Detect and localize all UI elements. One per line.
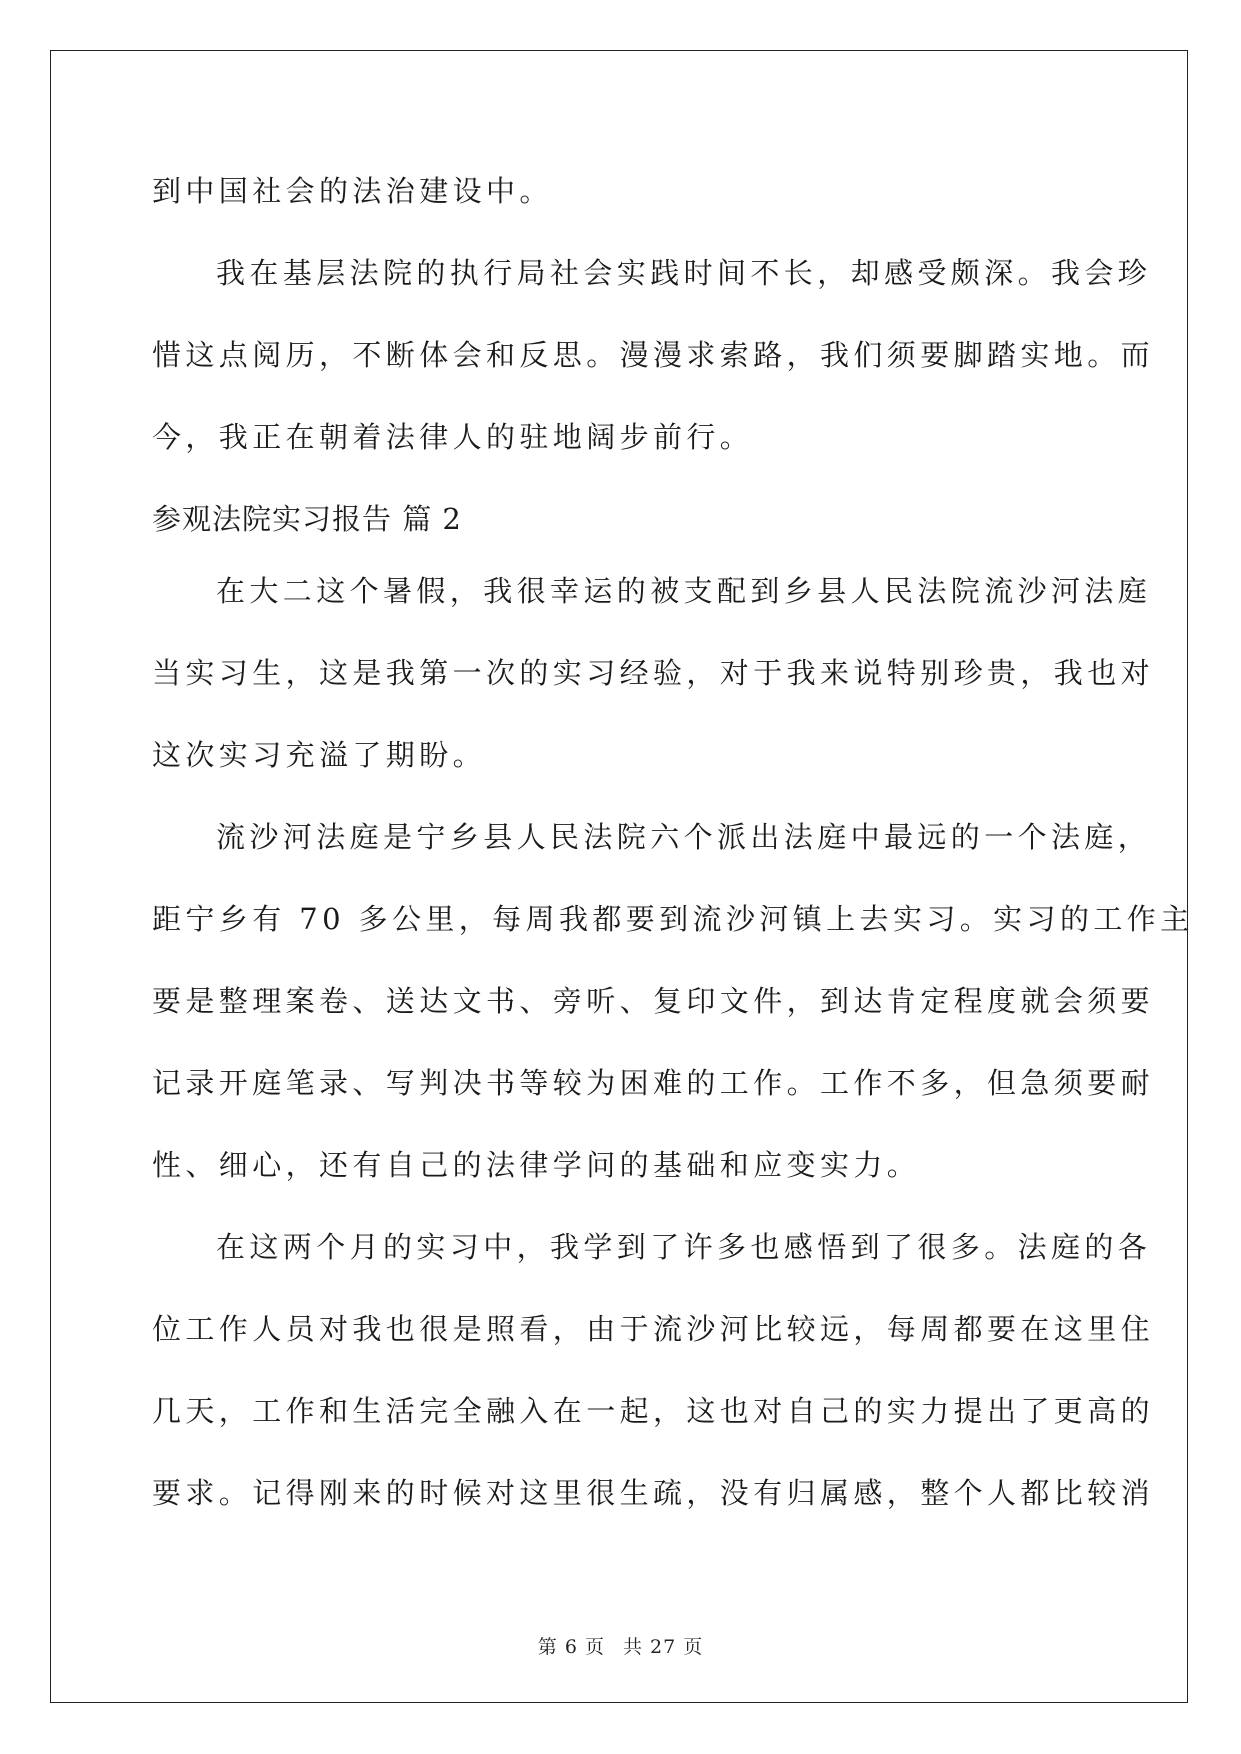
text-line: 要求。记得刚来的时候对这里很生疏，没有归属感，整个人都比较消 <box>152 1476 1155 1510</box>
text-line: 记录开庭笔录、写判决书等较为困难的工作。工作不多，但急须要耐 <box>152 1066 1155 1100</box>
text-line: 这次实习充溢了期盼。 <box>152 738 487 772</box>
text-line: 距宁乡有 70 多公里，每周我都要到流沙河镇上去实习。实习的工作主 <box>152 902 1194 936</box>
page-number: 第 6 页 <box>537 1636 605 1658</box>
text-line: 位工作人员对我也很是照看，由于流沙河比较远，每周都要在这里住 <box>152 1312 1155 1346</box>
page-footer <box>0 1632 1241 1659</box>
text-line: 今，我正在朝着法律人的驻地阔步前行。 <box>152 420 754 454</box>
document-body <box>152 170 1194 1554</box>
text-line: 到中国社会的法治建设中。 <box>152 174 553 208</box>
paragraph-first-line: 在大二这个暑假，我很幸运的被支配到乡县人民法院流沙河法庭 <box>216 574 1152 608</box>
text-line: 几天，工作和生活完全融入在一起，这也对自己的实力提出了更高的 <box>152 1394 1155 1428</box>
text-line: 性、细心，还有自己的法律学问的基础和应变实力。 <box>152 1148 921 1182</box>
text-line: 惜这点阅历，不断体会和反思。漫漫求索路，我们须要脚踏实地。而 <box>152 338 1155 372</box>
paragraph-first-line: 在这两个月的实习中，我学到了许多也感悟到了很多。法庭的各 <box>216 1230 1152 1264</box>
section-heading: 参观法院实习报告 篇 2 <box>152 502 462 536</box>
text-line: 要是整理案卷、送达文书、旁听、复印文件，到达肯定程度就会须要 <box>152 984 1155 1018</box>
paragraph-first-line: 我在基层法院的执行局社会实践时间不长，却感受颇深。我会珍 <box>216 256 1152 290</box>
page-total: 共 27 页 <box>622 1636 704 1658</box>
paragraph-first-line: 流沙河法庭是宁乡县人民法院六个派出法庭中最远的一个法庭， <box>216 820 1152 854</box>
text-line: 当实习生，这是我第一次的实习经验，对于我来说特别珍贵，我也对 <box>152 656 1155 690</box>
